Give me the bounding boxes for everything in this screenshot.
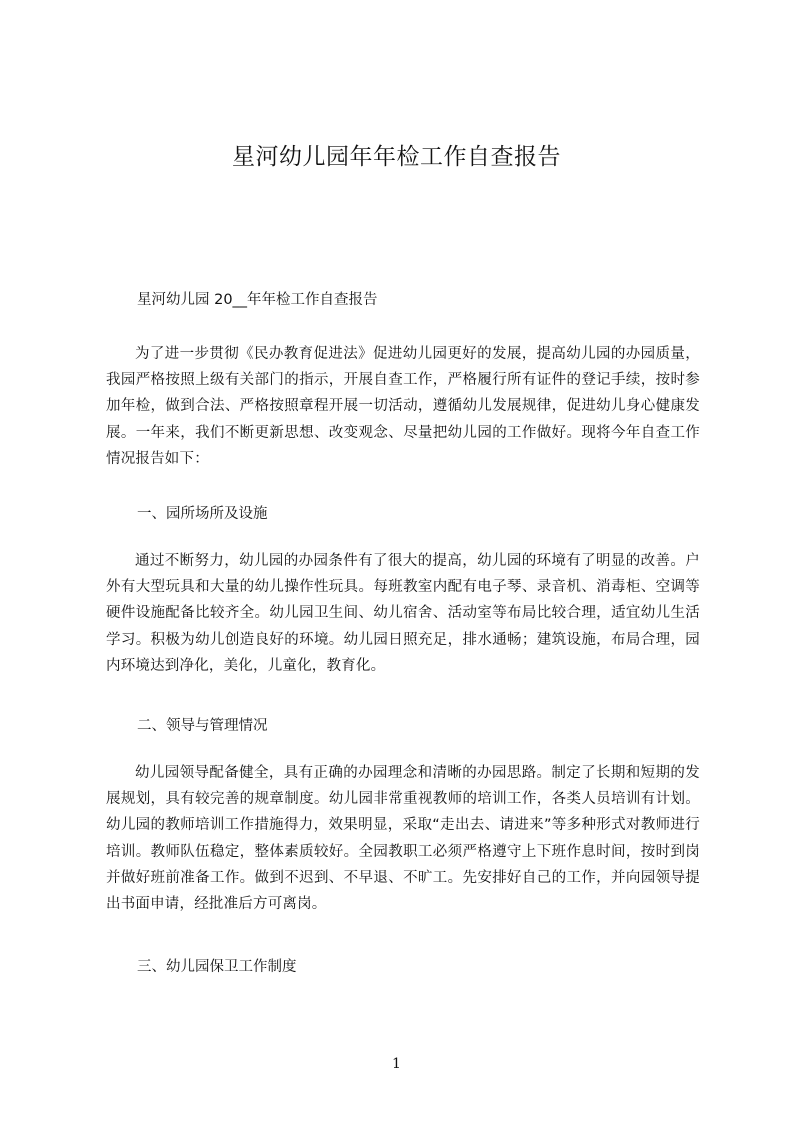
section-heading-management: 二、领导与管理情况 xyxy=(137,718,268,734)
intro-paragraph: 为了进一步贯彻《民办教育促进法》促进幼儿园更好的发展，提高幼儿园的办园质量，我园严格按照上级有关部门的指示，开展自查工作，严格履行所有证件的登记手续，按时参加年检，做到合法、严格按照章程开展一切活动，遵循幼儿发展规律，促进幼儿身心健康发展。一年来，我们不断更新思想、改变观念、尽量把幼儿园的工作做好。现将今年自查工作情况报告如下： xyxy=(106,346,700,467)
document-title: 星河幼儿园年年检工作自查报告 xyxy=(232,144,561,170)
facilities-paragraph: 通过不断努力，幼儿园的办园条件有了很大的提高，幼儿园的环境有了明显的改善。户外有大型玩具和大量的幼儿操作性玩具。每班教室内配有电子琴、录音机、消毒柜、空调等硬件设施配备比较齐全。幼儿园卫生间、幼儿宿舍、活动室等布局比较合理，适宜幼儿生活学习。积极为幼儿创造良好的环境。幼儿园日照充足，排水通畅；建筑设施，布局合理，园内环境达到净化，美化，儿童化，教育化。 xyxy=(106,553,700,674)
section-heading-security: 三、幼儿园保卫工作制度 xyxy=(137,959,297,975)
management-paragraph: 幼儿园领导配备健全，具有正确的办园理念和清晰的办园思路。制定了长期和短期的发展规划，具有较完善的规章制度。幼儿园非常重视教师的培训工作，各类人员培训有计划。幼儿园的教师培训工作措施得力，效果明显，采取“走出去、请进来”等多种形式对教师进行培训。教师队伍稳定，整体素质较好。全园教职工必须严格遵守上下班作息时间，按时到岗并做好班前准备工作。做到不迟到、不早退、不旷工。先安排好自己的工作，并向园领导提出书面申请，经批准后方可离岗。 xyxy=(106,765,700,913)
section-heading-facilities: 一、园所场所及设施 xyxy=(137,506,268,522)
document-subtitle: 星河幼儿园 20__年年检工作自查报告 xyxy=(137,292,378,308)
page-number: 1 xyxy=(392,1056,401,1072)
